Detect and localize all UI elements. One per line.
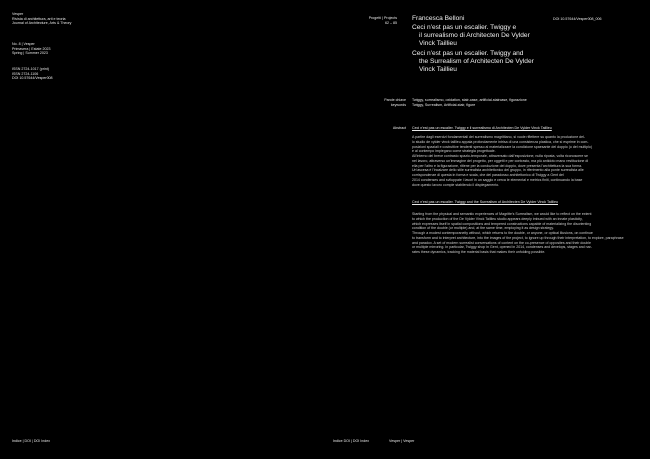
journal-doi: DOI 10.57644/Vesper008	[12, 76, 53, 81]
keywords-label-en: keywords	[390, 102, 406, 107]
footer-center: Indice DOI | DOI Index	[333, 439, 370, 443]
issue-season-it: Primavera | Estate 2023	[12, 46, 51, 51]
article-doi: DOI 10.57644/Vesper008_006	[553, 17, 602, 21]
abstract-paragraph-en	[412, 212, 624, 255]
abstract-it-line: nel lavoro, attraverso un'immagine del progetto, per oggetti e per contrasto, ma più antidoto mano restituzione di	[412, 158, 589, 163]
title-it-line-2: il surrealismo di Architecten De Vylder	[419, 32, 530, 40]
section-name: Progetti | Projects	[368, 16, 397, 20]
title-en-line-1: Ceci n'est pas un escalier. Twiggy and	[412, 50, 524, 57]
footer-left: Indice | DOI | DOI Index	[12, 439, 51, 443]
issue-info	[12, 42, 51, 56]
keywords-list	[412, 98, 527, 107]
abstract-it-line: 2014 condenses and sviluppate i lavori in un saggio e cerca le elemental e metrics finiti, continuando la base	[412, 177, 583, 182]
abstract-it-line: dove questo lavoro compie stabilendo il dispiegamento.	[412, 182, 500, 187]
keywords-label	[384, 98, 406, 107]
abstract-it-line: All'interno del breve contrasto spazio-temporale, attraversato dall'esposizione, nulla riposta, volta riconoscere se	[412, 154, 589, 158]
abstract-en-line: which expresses itself in spatial compositions and tempered constructions capable of materializing the disorienting	[412, 221, 592, 226]
abstract-en-line: or multiple mirroring. In particular, Twiggy shop in Gent, opened in 2014, condenses and develops, stages and nar-	[412, 245, 592, 250]
abstract-it-line: lo studio de vylder vinck taillieu appaia profondamente intrisa di una consistenza plastica, che si esprime in com-	[412, 139, 589, 144]
keywords-en: Twiggy, Surrealism, Artificial-stair, figure	[412, 102, 476, 107]
abstract-en-line: to transform and to interpret architecture, into the images of the project, to ignore up through their interpretation, to explore, paraphrase	[412, 235, 624, 240]
journal-name: Vesper	[12, 12, 24, 16]
journal-subtitle-it: Rivista di architettura, arti e teoria	[12, 16, 66, 21]
abstract-it-line: posizioni spaziali e costruttive tendenti spesso al materializzare la condizione spaesante del doppio (o del multiplo)	[412, 144, 593, 149]
section-label	[369, 16, 397, 25]
footer-right: Vesper | Vesper	[389, 439, 415, 443]
abstract-it-line: corrispondenze di questa in forma e scala, che del paradosso architettonico di Twiggy a Gent del	[412, 173, 564, 177]
title-en-line-3: Vinck Taillieu	[419, 66, 457, 74]
abstract-paragraph-it	[412, 135, 592, 187]
abstract-it-line: Un'ascesa è l'incalzare dello stile surrealista architettonico del gruppo, in riferimento alla ponte surrealista alle	[412, 168, 584, 173]
abstract-en-line: to which the production of the De Vylder Vinck Taillieu studio appears deeply imbued with an innate plasticity,	[412, 216, 583, 221]
journal-subtitle-en: Journal of Architecture, Arts & Theory	[12, 21, 72, 26]
abstract-it-line: e al contempo impiegano come strategia progettuale.	[412, 149, 496, 154]
article-title-en	[412, 50, 534, 75]
abstract-heading-en: Ceci n'est pas un escalier. Twiggy and the Surrealism of Architecten De Vylder Vinck Taillieu	[412, 200, 558, 204]
issn-print: ISSN 2724-1017 (print)	[12, 67, 49, 71]
abstract-it-line: A partire dagli esercizi fondamentali del surrealismo magrittiano, si vuole riflettere su quanto la produzione del-	[412, 135, 586, 139]
abstract-heading-it: Ceci n'est pas un escalier. Twiggy e il surrealismo di Architecten De Vylder Vinck Taillieu	[412, 126, 552, 130]
journal-masthead	[12, 12, 71, 26]
abstract-it-line: ella per l'altro e la figurazione, ritiene per la conduzione del doppio, dove presenta l'architettura la sua forma.	[412, 163, 583, 168]
keywords-label-it: Parole chiave	[384, 98, 406, 102]
page-range: 62 – 85	[385, 20, 397, 25]
abstract-en-line: condition of the double (or multiple) and, at the same time, employing it as design strategy.	[412, 226, 554, 231]
issn-online: ISSN 2724-1106	[12, 71, 39, 76]
article-author: Francesca Belloni	[412, 15, 465, 22]
abstract-en-line: and paradox. A set of modern surrealist conversations of content on the co-presence of opposites and their double	[412, 240, 592, 245]
abstract-en-line: Through a modest contemporaneity without, which returns to the double, or anyone, or optical illusions, on continue	[412, 231, 593, 235]
abstract-label: Abstract	[392, 126, 406, 130]
abstract-en-line: Starting from the physical and semantic experiences of Magritte's Surrealism, we would like to reflect on the extent	[412, 212, 592, 216]
keywords-it: Twiggy, surrealismo, oxidation, stair-case, artificial-staircase, figurazione	[412, 98, 527, 102]
article-title-it	[412, 24, 530, 49]
title-en-line-2: the Surrealism of Architecten De Vylder	[419, 58, 534, 66]
issn-info	[12, 67, 53, 81]
title-it-line-1: Ceci n'est pas un escalier. Twiggy e	[412, 24, 517, 31]
title-it-line-3: Vinck Taillieu	[419, 40, 457, 48]
issue-season-en: Spring | Summer 2023	[12, 51, 48, 56]
abstract-en-line: rates these dynamics, tracking the material basis that makes their unfolding possible.	[412, 250, 546, 254]
issue-number: No. 8 | Vesper	[12, 42, 35, 46]
